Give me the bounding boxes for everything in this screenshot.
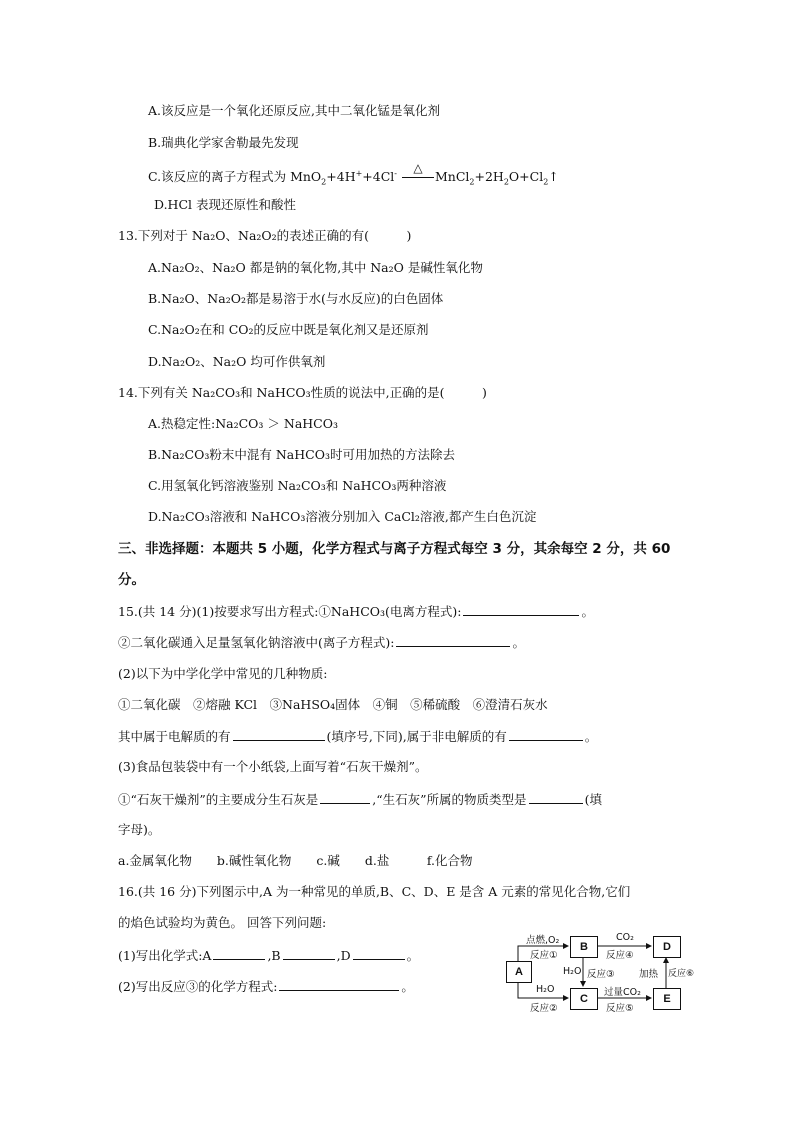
answer-blank[interactable]	[213, 946, 265, 960]
q12-option-c-prefix: C.该反应的离子方程式为 MnO	[148, 169, 322, 185]
q16-line3	[118, 946, 419, 965]
q15-line2-text: ②二氧化碳通入足量氢氧化钠溶液中(离子方程式):	[118, 635, 395, 650]
q16-line3-text-b: ,B	[267, 948, 281, 963]
answer-blank[interactable]	[463, 602, 579, 616]
q16-line4	[118, 977, 414, 996]
q12-option-d: D.HCl 表现还原性和酸性	[154, 197, 296, 212]
node-c: C	[570, 988, 598, 1010]
q12-option-c: C.该反应的离子方程式为 MnO$_2$+4H++4Cl- △ $MnCl_2+2H_2O+Cl_2↑$	[148, 161, 559, 187]
answer-blank[interactable]	[320, 790, 370, 804]
section3-heading-line1: 三、非选择题：本题共 5 小题，化学方程式与离子方程式每空 3 分，其余每空 2 分，共 60	[118, 541, 671, 557]
label-ac-condition: H₂O	[536, 984, 555, 995]
q15-choices: a.金属氧化物 b.碱性氧化物 c.碱 d.盐 f.化合物	[118, 853, 473, 868]
q16-line3-text-c: ,D	[336, 948, 351, 963]
q14-stem: 14.下列有关 Na₂CO₃和 NaHCO₃性质的说法中,正确的是( )	[118, 385, 487, 400]
q16-line1: 16.(共 16 分)下列图示中,A 为一种常见的单质,B、C、D、E 是含 A 元素的常见化合物,它们	[118, 884, 631, 899]
answer-blank[interactable]	[279, 977, 399, 991]
q16-line3-end: 。	[406, 948, 420, 963]
q15-line7-text-a: ①“石灰干燥剂”的主要成分生石灰是	[118, 792, 319, 807]
answer-blank[interactable]	[529, 790, 583, 804]
q15-line7-text-c: (填	[584, 792, 602, 807]
q13-option-b: B.Na₂O、Na₂O₂都是易溶于水(与水反应)的白色固体	[148, 291, 444, 306]
label-reaction-1: 反应①	[530, 950, 558, 961]
q13-option-c: C.Na₂O₂在和 CO₂的反应中既是氧化剂又是还原剂	[148, 322, 429, 337]
q15-line3: (2)以下为中学化学中常见的几种物质:	[118, 666, 328, 681]
section3-heading-line2: 分。	[118, 572, 145, 588]
heating-arrow	[401, 161, 435, 186]
label-reaction-6: 反应⑥	[668, 969, 695, 979]
q15-line5-text-a: 其中属于电解质的有	[118, 729, 231, 744]
node-a: A	[506, 961, 532, 983]
q15-line5-text-b: (填序号,下同),属于非电解质的有	[326, 729, 507, 744]
q15-line7-text-b: ,“生石灰”所属的物质类型是	[372, 792, 527, 807]
q15-line6: (3)食品包装袋中有一个小纸袋,上面写着“石灰干燥剂”。	[118, 759, 428, 774]
node-e: E	[653, 988, 681, 1010]
q14-option-b: B.Na₂CO₃粉末中混有 NaHCO₃时可用加热的方法除去	[148, 447, 455, 462]
label-bd-condition: CO₂	[616, 932, 634, 943]
q14-option-a: A.热稳定性:Na₂CO₃ ＞ NaHCO₃	[148, 416, 338, 431]
q14-option-c: C.用氢氧化钙溶液鉴别 Na₂CO₃和 NaHCO₃两种溶液	[148, 478, 447, 493]
q16-line3-text-a: (1)写出化学式:A	[118, 948, 212, 963]
label-ed-condition: 加热	[639, 969, 659, 980]
q15-line1-text: 15.(共 14 分)(1)按要求写出方程式:①NaHCO₃(电离方程式):	[118, 604, 462, 619]
q15-line1	[118, 602, 594, 621]
label-ab-condition: 点燃,O₂	[526, 935, 560, 946]
q13-stem: 13.下列对于 Na₂O、Na₂O₂的表述正确的有( )	[118, 228, 412, 243]
delta-symbol: △	[413, 161, 423, 176]
q16-line2: 的焰色试验均为黄色。 回答下列问题:	[118, 915, 327, 930]
label-bc-condition: H₂O	[563, 966, 582, 977]
q16-line4-text: (2)写出反应③的化学方程式:	[118, 979, 278, 994]
q13-option-a: A.Na₂O₂、Na₂O 都是钠的氧化物,其中 Na₂O 是碱性氧化物	[148, 260, 483, 275]
answer-blank[interactable]	[353, 946, 405, 960]
answer-blank[interactable]	[233, 727, 325, 741]
q15-line1-end: 。	[581, 604, 594, 619]
q15-line5	[118, 727, 597, 746]
answer-blank[interactable]	[283, 946, 335, 960]
q16-line4-end: 。	[401, 979, 414, 994]
node-d: D	[653, 936, 681, 958]
q15-line7	[118, 790, 602, 809]
q14-option-d: D.Na₂CO₃溶液和 NaHCO₃溶液分别加入 CaCl₂溶液,都产生白色沉淀	[148, 509, 537, 524]
q13-option-d: D.Na₂O₂、Na₂O 均可作供氧剂	[148, 354, 326, 369]
q12-option-b: B.瑞典化学家舍勒最先发现	[148, 135, 299, 150]
q15-substance-list: ①二氧化碳 ②熔融 KCl ③NaHSO₄固体 ④铜 ⑤稀硫酸 ⑥澄清石灰水	[118, 697, 548, 712]
label-reaction-3: 反应③	[587, 969, 615, 980]
answer-blank[interactable]	[396, 633, 510, 647]
q12-option-a: A.该反应是一个氧化还原反应,其中二氧化锰是氧化剂	[148, 103, 440, 118]
q15-line5-end: 。	[584, 729, 598, 744]
label-reaction-4: 反应④	[606, 950, 634, 961]
label-reaction-2: 反应②	[530, 1003, 558, 1014]
label-ce-condition: 过量CO₂	[604, 987, 641, 998]
q15-line8: 字母)。	[118, 822, 161, 837]
q15-line2-end: 。	[512, 635, 525, 650]
answer-blank[interactable]	[509, 727, 583, 741]
reaction-diagram	[500, 928, 700, 1018]
node-b: B	[570, 936, 598, 958]
q15-line2	[118, 633, 525, 652]
label-reaction-5: 反应⑤	[606, 1003, 634, 1014]
